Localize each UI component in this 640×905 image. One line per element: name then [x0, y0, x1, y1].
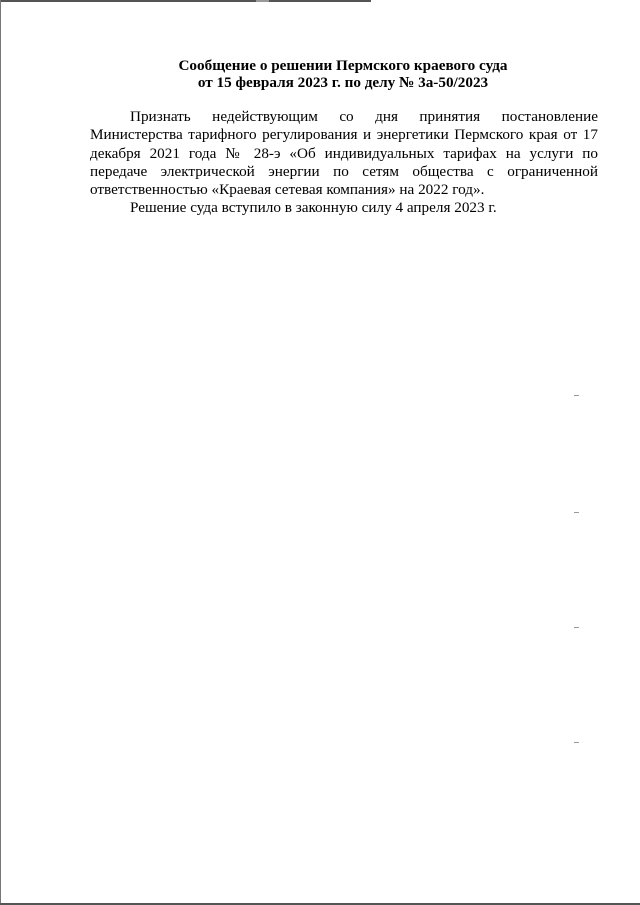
scan-edge-top	[0, 0, 640, 2]
paragraph-decision: Признать недействующим со дня принятия постановление Министерства тарифного регулирования и энергетики Пермского края от 17 декабря 2021 года № 28-э «Об индивидуальных тарифах на услуги по передаче электрической энергии по сетям общества с ограниченной ответственностью «Краевая сетевая компания» на 2022 год».	[90, 108, 598, 199]
scan-mark	[574, 512, 579, 513]
scan-edge-left	[0, 0, 1, 905]
paragraph-effective-date: Решение суда вступило в законную силу 4 апреля 2023 г.	[130, 199, 497, 217]
document-heading	[88, 57, 598, 91]
scan-mark	[574, 627, 579, 628]
heading-line-1: Сообщение о решении Пермского краевого суда	[178, 57, 508, 74]
heading-line-2: от 15 февраля 2023 г. по делу № 3а-50/2023	[197, 74, 489, 91]
scan-mark	[574, 395, 579, 396]
document-body	[90, 108, 598, 218]
scan-mark	[574, 742, 579, 743]
